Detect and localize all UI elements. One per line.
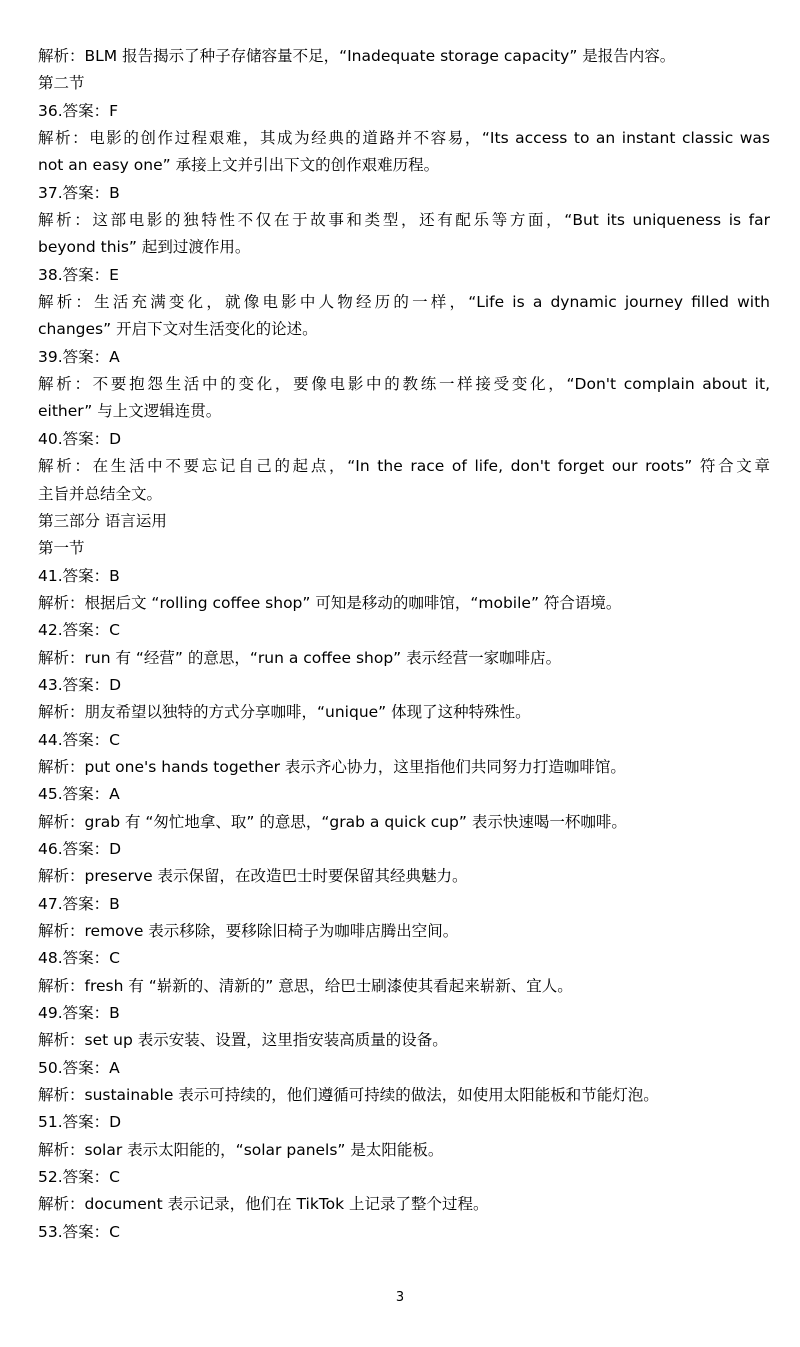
explanation-line: 解析：grab 有 “匆忙地拿、取” 的意思，“grab a quick cup” 表示快速喝一杯咖啡。 (38, 812, 627, 831)
explanation-line: 解析：run 有 “经营” 的意思，“run a coffee shop” 表示经营一家咖啡店。 (38, 648, 562, 667)
answer-line: 51.答案：D (38, 1113, 122, 1132)
page-number: 3 (395, 1290, 405, 1305)
explanation-line: 解析：根据后文 “rolling coffee shop” 可知是移动的咖啡馆，“mobile” 符合语境。 (38, 593, 622, 612)
answer-line: 50.答案：A (38, 1058, 120, 1077)
explanation-line: 解析：生活充满变化，就像电影中人物经历的一样，“Life is a dynamic journey filled with (38, 293, 770, 312)
explanation-line: 解析：solar 表示太阳能的，“solar panels” 是太阳能板。 (38, 1140, 444, 1159)
text-line: either” 与上文逻辑连贯。 (38, 402, 222, 421)
explanation-line: 解析：sustainable 表示可持续的，他们遵循可持续的做法，如使用太阳能板和节能灯泡。 (38, 1086, 659, 1105)
text-line: not an easy one” 承接上文并引出下文的创作艰难历程。 (38, 156, 440, 175)
answer-line: 42.答案：C (38, 621, 120, 640)
text-line: beyond this” 起到过渡作用。 (38, 238, 251, 257)
explanation-line: 解析：document 表示记录，他们在 TikTok 上记录了整个过程。 (38, 1195, 489, 1214)
explanation-line: 解析：preserve 表示保留，在改造巴士时要保留其经典魅力。 (38, 867, 468, 886)
answer-line: 44.答案：C (38, 730, 120, 749)
section-heading: 第三部分 语言运用 (38, 511, 167, 530)
answer-line: 45.答案：A (38, 785, 120, 804)
explanation-line: 解析：put one's hands together 表示齐心协力，这里指他们共同努力打造咖啡馆。 (38, 757, 626, 776)
explanation-line: 解析：电影的创作过程艰难，其成为经典的道路并不容易，“Its access to an instant classic was (38, 129, 770, 148)
answer-line: 48.答案：C (38, 949, 120, 968)
answer-line: 52.答案：C (38, 1168, 120, 1187)
section-heading: 第一节 (38, 539, 85, 558)
explanation-line: 解析：remove 表示移除，要移除旧椅子为咖啡店腾出空间。 (38, 922, 459, 940)
text-line: changes” 开启下文对生活变化的论述。 (38, 320, 318, 339)
answer-line: 47.答案：B (38, 894, 120, 913)
explanation-line: 解析：set up 表示安装、设置，这里指安装高质量的设备。 (38, 1031, 448, 1050)
answer-line: 49.答案：B (38, 1004, 120, 1023)
explanation-line: 解析：朋友希望以独特的方式分享咖啡，“unique” 体现了这种特殊性。 (38, 703, 531, 722)
answer-line: 46.答案：D (38, 839, 122, 858)
answer-line: 43.答案：D (38, 675, 122, 694)
text-line: 主旨并总结全文。 (38, 484, 163, 503)
answer-line: 41.答案：B (38, 566, 120, 585)
answer-line: 53.答案：C (38, 1222, 120, 1241)
explanation-line: 解析：在生活中不要忘记自己的起点，“In the race of life, don't forget our roots” 符合文章 (38, 457, 770, 476)
answer-line: 36.答案：F (38, 101, 119, 120)
answer-explanations (38, 43, 770, 1246)
answer-line: 37.答案：B (38, 183, 120, 202)
explanation-line: 解析：这部电影的独特性不仅在于故事和类型，还有配乐等方面，“But its uniqueness is far (38, 211, 770, 230)
explanation-line: 解析：BLM 报告揭示了种子存储容量不足，“Inadequate storage capacity” 是报告内容。 (38, 47, 676, 65)
answer-line: 38.答案：E (38, 265, 119, 284)
explanation-line: 解析：fresh 有 “崭新的、清新的” 意思，给巴士刷漆使其看起来崭新、宜人。 (38, 976, 573, 995)
section-heading: 第二节 (38, 74, 85, 93)
explanation-line: 解析：不要抱怨生活中的变化，要像电影中的教练一样接受变化，“Don't complain about it, (38, 375, 770, 394)
answer-line: 39.答案：A (38, 347, 120, 366)
answer-line: 40.答案：D (38, 429, 122, 448)
